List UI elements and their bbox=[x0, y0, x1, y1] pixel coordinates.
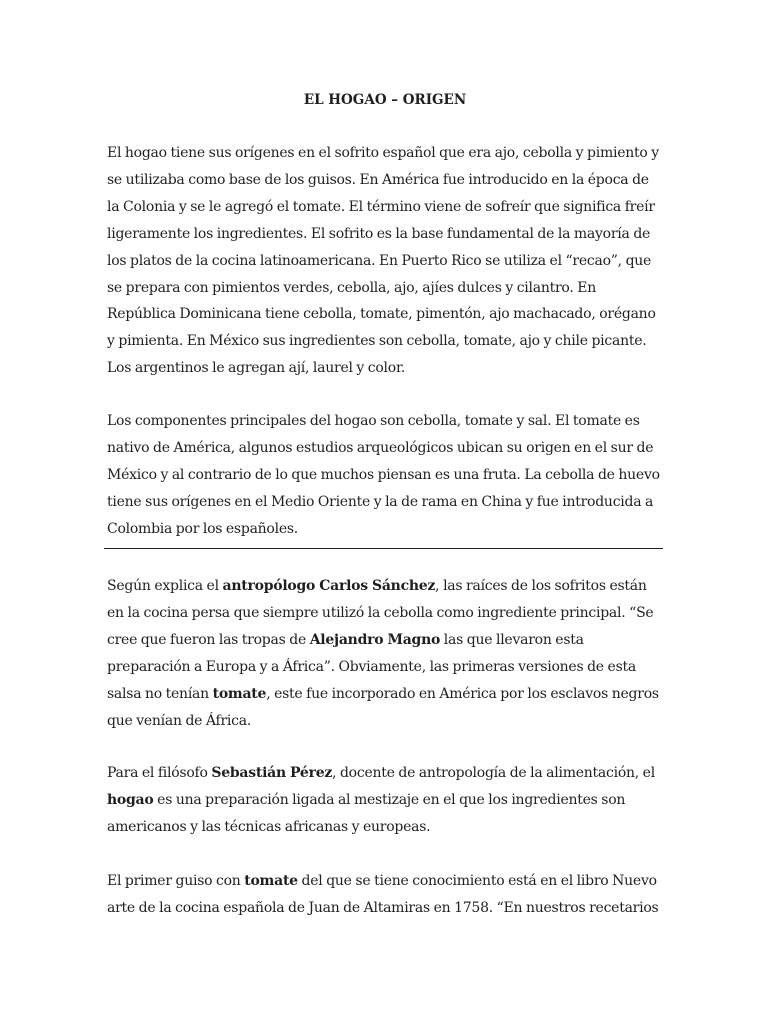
bold-philosopher-name: Sebastián Pérez bbox=[211, 765, 333, 781]
text-run: , docente de antropología de la alimentación, el bbox=[332, 765, 655, 781]
text-run: Según explica el bbox=[107, 578, 223, 594]
document-title: EL HOGAO – ORIGEN bbox=[303, 92, 467, 108]
bold-tomate: tomate bbox=[212, 685, 267, 702]
bold-hogao: hogao bbox=[107, 791, 154, 808]
paragraph-anthropologist bbox=[107, 573, 663, 734]
paragraph-first-recipe bbox=[107, 868, 663, 922]
text-run: El primer guiso con bbox=[107, 873, 245, 889]
bold-tomate: tomate bbox=[244, 873, 298, 889]
bold-anthropologist-name: antropólogo Carlos Sánchez bbox=[222, 578, 436, 594]
horizontal-divider bbox=[104, 548, 663, 549]
paragraph-philosopher bbox=[107, 760, 663, 841]
text-run: del que se tiene conocimiento está en el libro Nuevo arte de la cocina española de Juan de Altamiras en 1758. “En nuestros recetarios bbox=[107, 873, 659, 916]
text-run: , este fue incorporado en América por los esclavos negros que venían de África. bbox=[107, 685, 659, 729]
text-run: , las raíces de los sofritos están en la cocina persa que siempre utilizó la cebolla como ingrediente principal. “Se cree que fueron las tropas de bbox=[107, 578, 654, 648]
text-run: las que llevaron esta preparación a Europa y a África”. Obviamente, las primeras versiones de esta salsa no tenían bbox=[107, 631, 636, 702]
text-run: es una preparación ligada al mestizaje en el que los ingredientes son americanos y las técnicas africanas y europeas. bbox=[107, 791, 626, 835]
paragraph-components: Los componentes principales del hogao son cebolla, tomate y sal. El tomate es nativo de América, algunos estudios arqueológicos ubican su origen en el sur de México y al contrario de lo que muchos piensan es una fruta. La cebolla de huevo tiene sus orígenes en el Medio Oriente y la de rama en China y fue introducida a Colombia por los españoles. bbox=[107, 413, 660, 537]
bold-alejandro-magno: Alejandro Magno bbox=[309, 631, 441, 648]
paragraph-origins: El hogao tiene sus orígenes en el sofrito español que era ajo, cebolla y pimiento y se utilizaba como base de los guisos. En América fue introducido en la época de la Colonia y se le agregó el tomate. El término viene de sofreír que significa freír ligeramente los ingredientes. El sofrito es la base fundamental de la mayoría de los platos de la cocina latinoamericana. En Puerto Rico se utiliza el “recao”, que se prepara con pimientos verdes, cebolla, ajo, ajíes dulces y cilantro. En República Dominicana tiene cebolla, tomate, pimentón, ajo machacado, orégano y pimienta. En México sus ingredientes son cebolla, tomate, ajo y chile picante. Los argentinos le agregan ají, laurel y color. bbox=[107, 145, 659, 377]
text-run: Para el filósofo bbox=[107, 765, 212, 781]
